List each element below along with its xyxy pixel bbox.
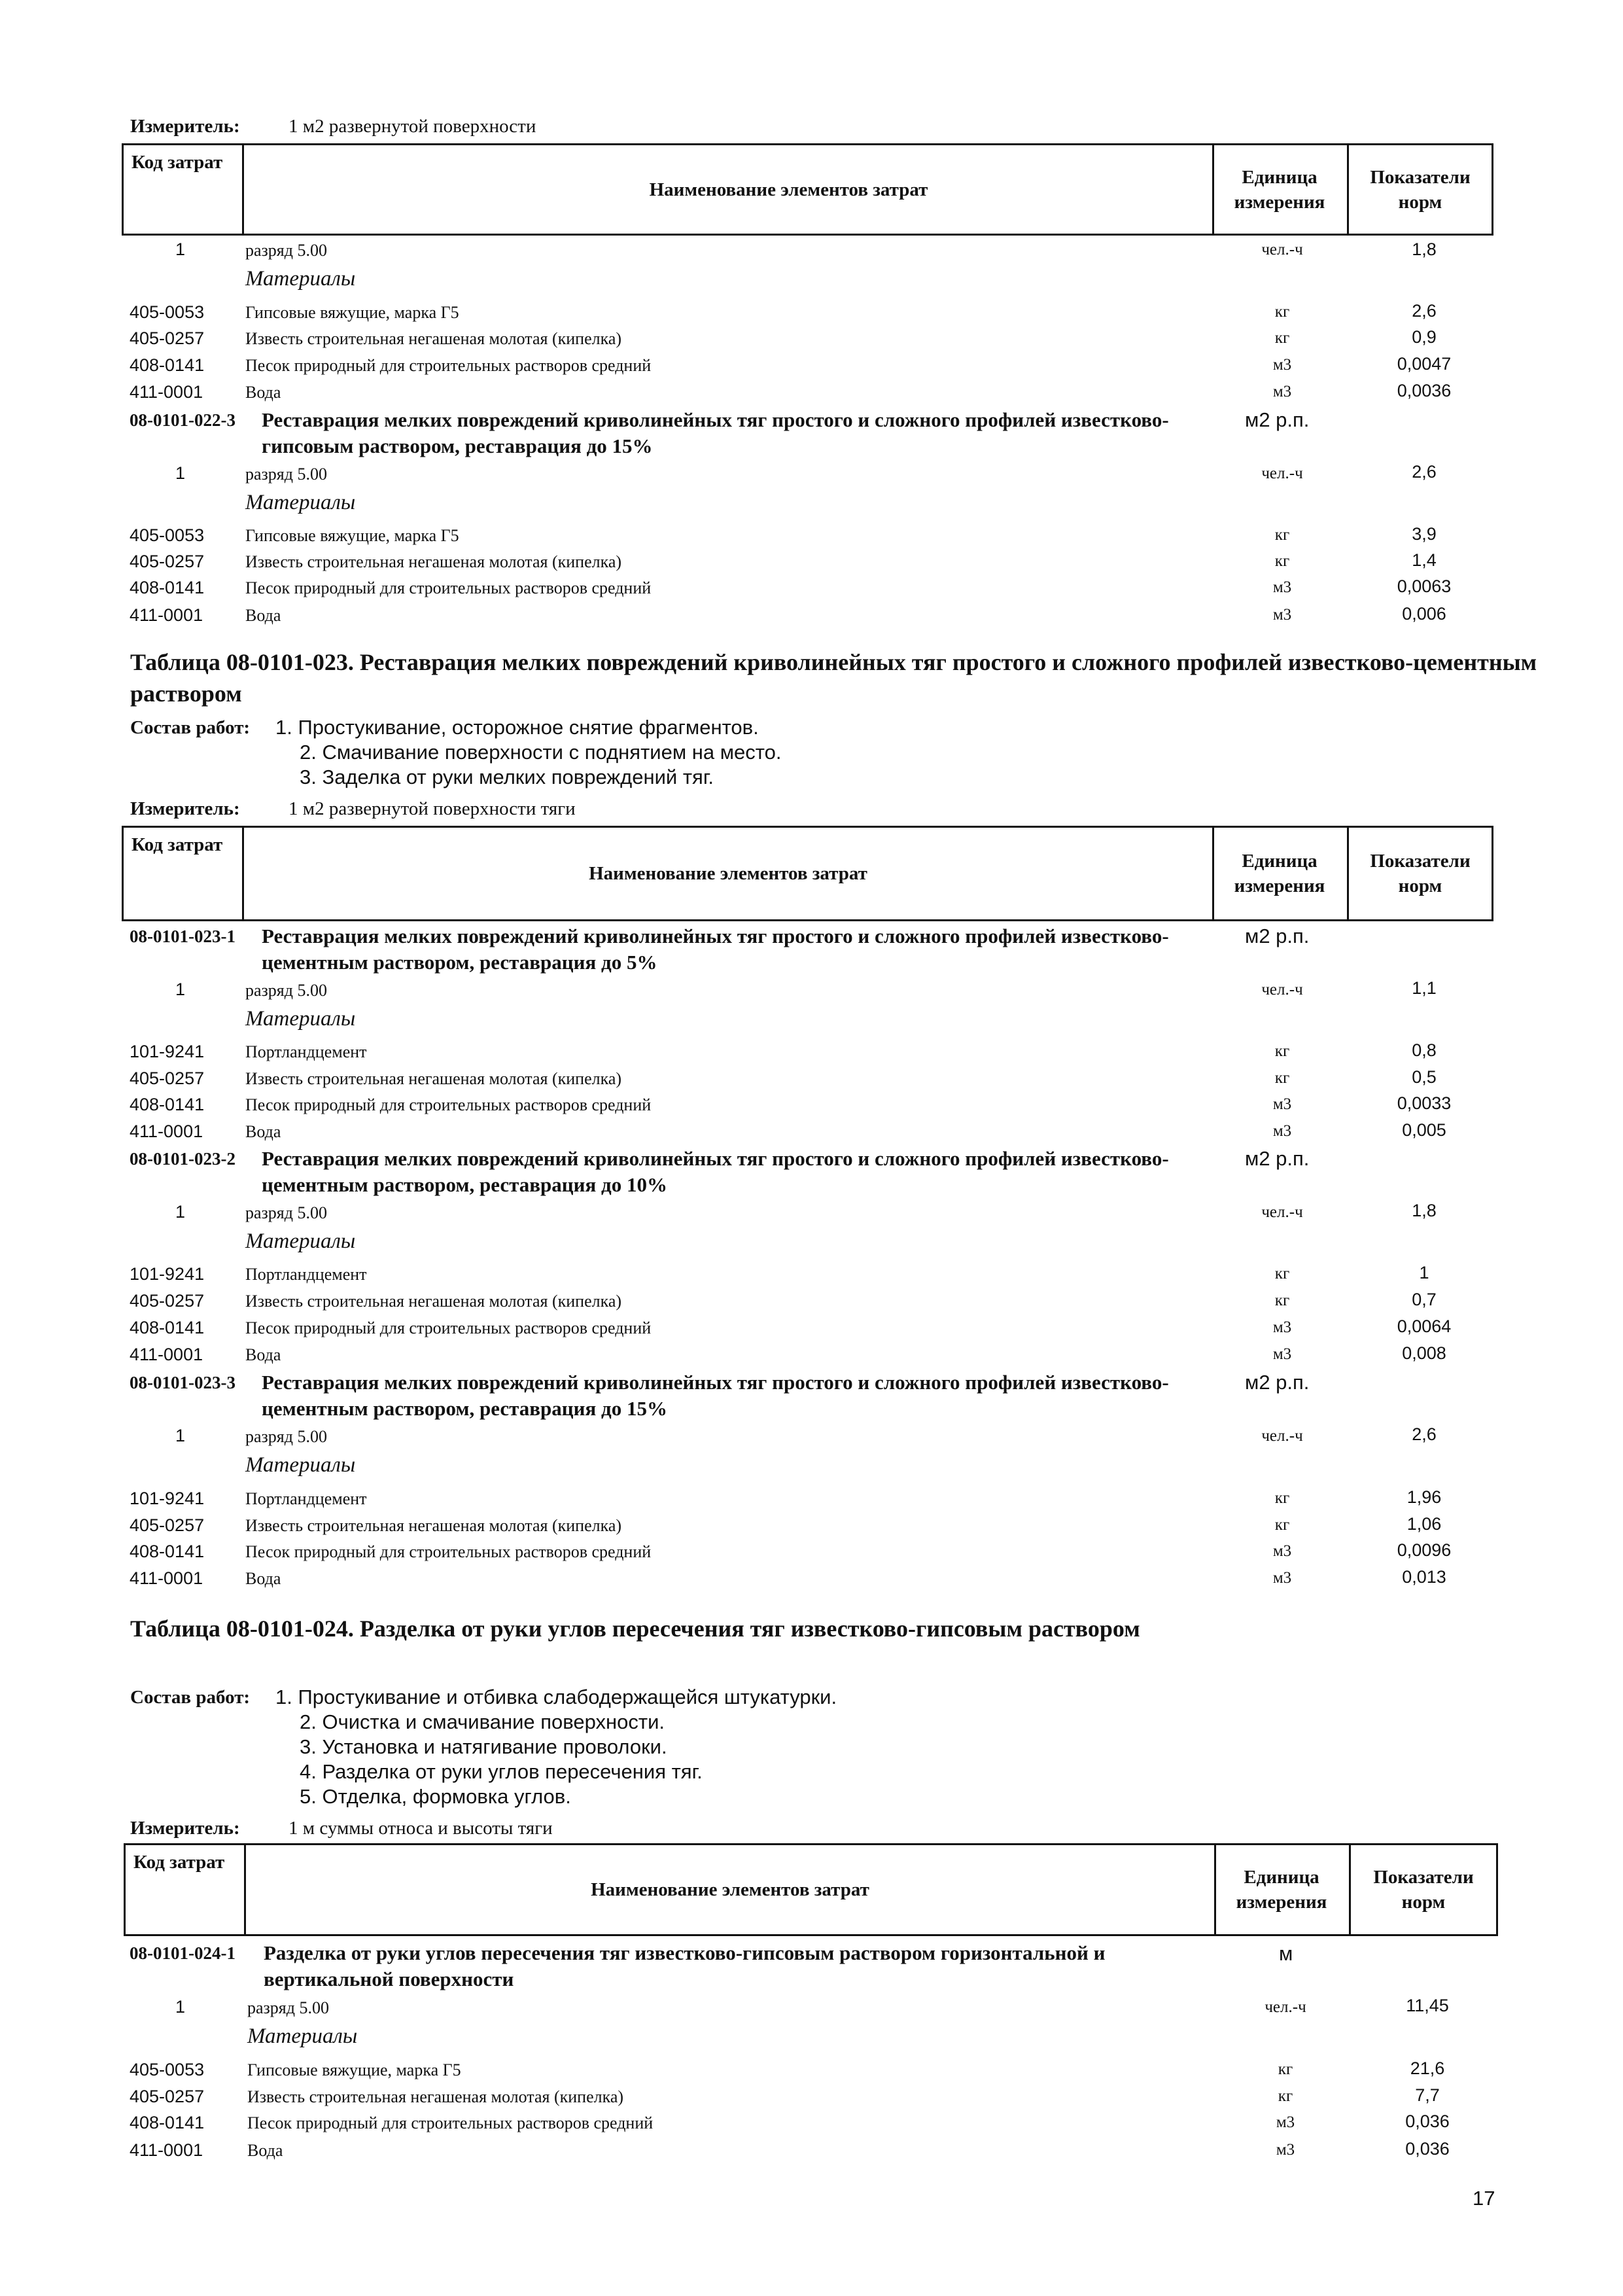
row-value: 1,96: [1406, 1487, 1442, 1507]
norm-unit: м2 р.п.: [1245, 1371, 1310, 1394]
row-value: 2,6: [1412, 1424, 1437, 1444]
norm-name: Реставрация мелких повреждений криволинейных тяг простого и сложного профилей известково-гипсовым раствором, реставрация до 15%: [262, 408, 1169, 457]
row-value: 0,008: [1402, 1343, 1446, 1363]
row-code: 1: [175, 1997, 186, 2017]
row-value: 0,0096: [1397, 1540, 1452, 1560]
row-value: 1,06: [1406, 1514, 1442, 1534]
work-item: 1. Простукивание и отбивка слабодержащейся штукатурки.: [275, 1686, 837, 1708]
row-name: Вода: [245, 1345, 281, 1364]
row-unit: м3: [1272, 356, 1292, 374]
row-name: разряд 5.00: [245, 981, 327, 1000]
header-unit: Единица измерения: [1234, 166, 1325, 213]
row-name: Гипсовые вяжущие, марка Г5: [247, 2060, 461, 2079]
row-code: 408-0141: [130, 1095, 205, 1114]
izm-value: 1 м2 развернутой поверхности: [288, 116, 536, 137]
row-name: Песок природный для строительных растворов средний: [245, 1542, 652, 1561]
work-item: 3. Заделка от руки мелких повреждений тяг.: [300, 766, 714, 788]
row-code: 1: [175, 463, 186, 483]
row-unit: чел.-ч: [1261, 241, 1303, 258]
row-unit: кг: [1274, 526, 1290, 544]
row-value: 0,036: [1405, 2139, 1450, 2159]
row-unit: чел.-ч: [1261, 1427, 1303, 1445]
norm-code: 08-0101-023-3: [130, 1373, 236, 1392]
row-code: 411-0001: [130, 605, 203, 625]
norm-code: 08-0101-023-2: [130, 1149, 236, 1169]
row-unit: чел.-ч: [1265, 1998, 1306, 2016]
row-code: 408-0141: [130, 2113, 205, 2132]
row-code: 411-0001: [130, 2140, 203, 2160]
header-norm: Показатели норм: [1370, 851, 1471, 896]
work-item: 2. Смачивание поверхности с поднятием на место.: [300, 741, 782, 764]
row-name: Песок природный для строительных растворов средний: [245, 356, 652, 375]
header-naim: Наименование элементов затрат: [589, 863, 867, 884]
header-kod: Код затрат: [131, 834, 223, 855]
row-unit: кг: [1274, 1042, 1290, 1060]
row-value: 7,7: [1415, 2085, 1440, 2105]
row-value: 1,1: [1412, 978, 1437, 998]
header-norm: Показатели норм: [1373, 1867, 1474, 1913]
row-code: 1: [175, 1426, 186, 1445]
row-code: 405-0053: [130, 2060, 205, 2079]
row-unit: кг: [1274, 329, 1290, 347]
row-name: Вода: [245, 1122, 281, 1141]
norm-name: Реставрация мелких повреждений криволинейных тяг простого и сложного профилей известково-цементным раствором, реставрация до 10%: [262, 1147, 1169, 1196]
sostav-label: Состав работ:: [130, 717, 251, 738]
header-naim: Наименование элементов затрат: [649, 179, 928, 200]
row-code: 1: [175, 1202, 186, 1222]
row-value: 0,0063: [1397, 576, 1452, 596]
table-title: Таблица 08-0101-023. Реставрация мелких повреждений криволинейных тяг простого и сложного профилей известково-цементным раствором: [130, 649, 1537, 707]
row-name: Гипсовые вяжущие, марка Г5: [245, 303, 459, 322]
row-code: 1: [175, 239, 186, 259]
row-name: разряд 5.00: [245, 465, 327, 484]
row-name: Вода: [245, 383, 281, 402]
row-name: Известь строительная негашеная молотая (кипелка): [245, 1516, 622, 1535]
row-unit: кг: [1274, 1265, 1290, 1282]
row-value: 0,7: [1412, 1290, 1437, 1309]
row-unit: м3: [1272, 1542, 1292, 1560]
row-name: Известь строительная негашеная молотая (кипелка): [245, 1069, 622, 1088]
row-code: 101-9241: [130, 1264, 205, 1284]
row-unit: м3: [1272, 1318, 1292, 1336]
row-value: 0,9: [1412, 327, 1437, 347]
row-code: 411-0001: [130, 382, 203, 402]
row-unit: чел.-ч: [1261, 465, 1303, 482]
norm-name: Реставрация мелких повреждений криволинейных тяг простого и сложного профилей известково-цементным раствором, реставрация до 15%: [262, 1371, 1169, 1420]
norm-unit: м2 р.п.: [1245, 408, 1310, 431]
izm-value: 1 м суммы относа и высоты тяги: [288, 1818, 553, 1839]
izm-label: Измеритель:: [130, 116, 240, 137]
row-name: разряд 5.00: [245, 1427, 327, 1446]
row-value: 2,6: [1412, 462, 1437, 482]
row-unit: кг: [1278, 2087, 1293, 2105]
row-name: Известь строительная негашеная молотая (кипелка): [247, 2087, 624, 2106]
row-value: 1,4: [1412, 550, 1437, 570]
row-value: 1,8: [1412, 239, 1437, 259]
row-unit: м3: [1272, 606, 1292, 624]
row-unit: кг: [1274, 552, 1290, 570]
row-name: разряд 5.00: [247, 1998, 329, 2017]
izm-label: Измеритель:: [130, 798, 240, 819]
row-code: 408-0141: [130, 1542, 205, 1561]
row-value: 0,005: [1402, 1120, 1446, 1140]
row-unit: м3: [1276, 2113, 1295, 2131]
row-code: 405-0053: [130, 302, 205, 322]
row-name: Портландцемент: [245, 1265, 367, 1284]
row-name: Известь строительная негашеная молотая (кипелка): [245, 1292, 622, 1311]
header-kod: Код затрат: [131, 152, 223, 173]
izm-value: 1 м2 развернутой поверхности тяги: [288, 798, 576, 819]
materials-heading: Материалы: [245, 267, 356, 291]
row-unit: м3: [1276, 2141, 1295, 2159]
row-name: Песок природный для строительных растворов средний: [245, 1095, 652, 1114]
row-code: 1: [175, 980, 186, 999]
row-value: 2,6: [1412, 301, 1437, 321]
row-code: 411-0001: [130, 1568, 203, 1588]
row-name: разряд 5.00: [245, 241, 327, 260]
page-number: 17: [1473, 2187, 1495, 2210]
norm-code: 08-0101-023-1: [130, 927, 236, 946]
row-code: 411-0001: [130, 1122, 203, 1141]
row-name: Песок природный для строительных растворов средний: [245, 1318, 652, 1337]
row-value: 21,6: [1410, 2058, 1445, 2078]
row-unit: кг: [1274, 303, 1290, 321]
row-code: 405-0257: [130, 2087, 205, 2106]
row-code: 101-9241: [130, 1489, 205, 1508]
row-unit: кг: [1274, 1069, 1290, 1087]
table-title: Таблица 08-0101-024. Разделка от руки углов пересечения тяг известково-гипсовым раствором: [130, 1616, 1140, 1642]
row-code: 405-0257: [130, 328, 205, 348]
izm-label: Измеритель:: [130, 1818, 240, 1839]
row-name: Известь строительная негашеная молотая (кипелка): [245, 329, 622, 348]
row-unit: чел.-ч: [1261, 981, 1303, 998]
row-unit: м3: [1272, 1569, 1292, 1587]
work-item: 5. Отделка, формовка углов.: [300, 1785, 571, 1808]
row-code: 405-0257: [130, 1291, 205, 1311]
row-name: Портландцемент: [245, 1489, 367, 1508]
row-code: 405-0257: [130, 552, 205, 571]
norm-code: 08-0101-024-1: [130, 1943, 236, 1963]
materials-heading: Материалы: [245, 1229, 356, 1253]
sostav-label: Состав работ:: [130, 1687, 251, 1708]
materials-heading: Материалы: [245, 491, 356, 514]
materials-heading: Материалы: [245, 1453, 356, 1477]
row-unit: м3: [1272, 383, 1292, 400]
row-name: разряд 5.00: [245, 1203, 327, 1222]
row-value: 11,45: [1406, 1996, 1449, 2015]
row-name: Песок природный для строительных растворов средний: [247, 2113, 654, 2132]
row-value: 0,013: [1402, 1567, 1446, 1587]
norm-unit: м2 р.п.: [1245, 1147, 1310, 1170]
header-kod: Код затрат: [133, 1852, 225, 1873]
header-unit: Единица измерения: [1234, 851, 1325, 896]
header-norm: Показатели норм: [1370, 166, 1471, 213]
norm-name: Реставрация мелких повреждений криволинейных тяг простого и сложного профилей известково-цементным раствором, реставрация до 5%: [262, 925, 1169, 974]
work-item: 3. Установка и натягивание проволоки.: [300, 1735, 667, 1758]
row-value: 0,0033: [1397, 1093, 1452, 1113]
row-value: 3,9: [1412, 524, 1437, 544]
row-value: 1,8: [1412, 1201, 1437, 1220]
materials-heading: Материалы: [247, 2024, 358, 2048]
row-unit: кг: [1274, 1292, 1290, 1309]
row-unit: чел.-ч: [1261, 1203, 1303, 1221]
row-value: 0,006: [1402, 604, 1446, 624]
row-name: Вода: [245, 1569, 281, 1588]
table-header: [124, 1843, 1498, 1936]
row-name: Гипсовые вяжущие, марка Г5: [245, 526, 459, 545]
row-unit: м3: [1272, 1095, 1292, 1113]
row-value: 0,0047: [1397, 354, 1452, 374]
row-name: Песок природный для строительных растворов средний: [245, 578, 652, 597]
row-unit: кг: [1274, 1489, 1290, 1507]
work-item: 1. Простукивание, осторожное снятие фрагментов.: [275, 716, 759, 739]
row-code: 405-0053: [130, 525, 205, 545]
row-value: 1: [1419, 1263, 1429, 1282]
row-name: Вода: [247, 2141, 283, 2160]
row-name: Портландцемент: [245, 1042, 367, 1061]
row-value: 0,0064: [1397, 1316, 1452, 1336]
norm-code: 08-0101-022-3: [130, 410, 236, 430]
table-header: [122, 826, 1493, 921]
row-unit: м3: [1272, 578, 1292, 596]
row-value: 0,036: [1405, 2111, 1450, 2131]
table-header: [122, 143, 1493, 236]
materials-heading: Материалы: [245, 1007, 356, 1031]
norm-unit: м: [1279, 1942, 1293, 1965]
row-value: 0,0036: [1397, 381, 1452, 400]
row-code: 405-0257: [130, 1069, 205, 1088]
row-value: 0,5: [1412, 1067, 1437, 1087]
row-code: 408-0141: [130, 578, 205, 597]
work-item: 2. Очистка и смачивание поверхности.: [300, 1710, 665, 1733]
row-name: Известь строительная негашеная молотая (кипелка): [245, 552, 622, 571]
work-item: 4. Разделка от руки углов пересечения тяг.: [300, 1760, 703, 1783]
header-naim: Наименование элементов затрат: [591, 1879, 869, 1900]
norm-name: Разделка от руки углов пересечения тяг известково-гипсовым раствором горизонтальной и вертикальной поверхности: [264, 1941, 1106, 1990]
row-unit: м3: [1272, 1122, 1292, 1140]
row-code: 408-0141: [130, 355, 205, 375]
row-unit: м3: [1272, 1345, 1292, 1363]
row-code: 411-0001: [130, 1345, 203, 1364]
header-unit: Единица измерения: [1236, 1867, 1327, 1913]
norm-unit: м2 р.п.: [1245, 925, 1310, 947]
row-code: 405-0257: [130, 1515, 205, 1535]
row-unit: кг: [1274, 1516, 1290, 1534]
row-name: Вода: [245, 606, 281, 625]
row-unit: кг: [1278, 2060, 1293, 2078]
row-code: 101-9241: [130, 1042, 205, 1061]
row-code: 408-0141: [130, 1318, 205, 1337]
row-value: 0,8: [1412, 1040, 1437, 1060]
